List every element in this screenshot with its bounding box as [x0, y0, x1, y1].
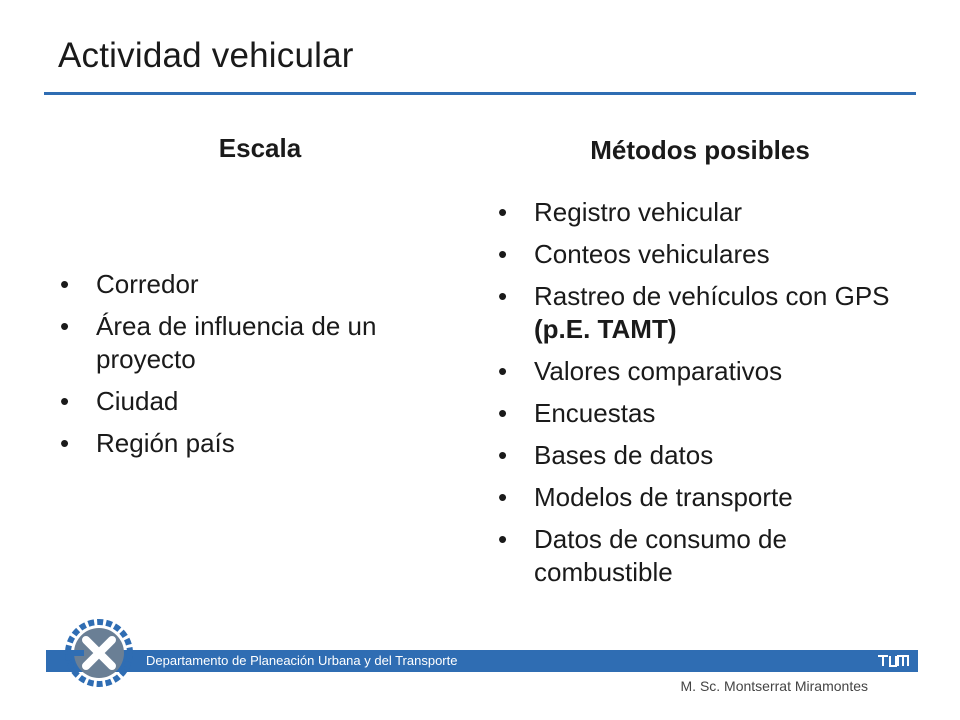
list-item-bold-text: (p.E. TAMT)	[534, 314, 677, 344]
list-item	[498, 196, 918, 229]
list-item-text: Bases de datos	[534, 440, 714, 470]
bullet-icon: •	[498, 440, 508, 470]
bullet-icon: •	[498, 197, 508, 227]
tum-logo-icon	[876, 654, 910, 668]
bullet-icon: •	[498, 398, 508, 428]
x-circle-logo-icon	[64, 618, 134, 688]
list-item	[498, 523, 918, 589]
list-item	[60, 385, 380, 418]
list-item	[498, 355, 918, 388]
list-item-text: Corredor	[96, 269, 199, 299]
list-item-text: Valores comparativos	[534, 356, 783, 386]
right-bullet-list	[498, 196, 918, 598]
bullet-icon: •	[60, 428, 70, 458]
slide-title: Actividad vehicular	[58, 36, 354, 75]
list-item	[498, 238, 918, 271]
list-item-text: Ciudad	[96, 386, 179, 416]
bullet-icon: •	[60, 311, 70, 341]
footer-author: M. Sc. Montserrat Miramontes	[680, 678, 868, 694]
list-item-text: Encuestas	[534, 398, 656, 428]
list-item	[498, 280, 918, 346]
bullet-icon: •	[498, 239, 508, 269]
bullet-icon: •	[60, 269, 70, 299]
list-item-text: Área de influencia de un proyecto	[96, 311, 377, 374]
list-item-text: Rastreo de vehículos con GPS	[534, 281, 890, 311]
list-item-text: Modelos de transporte	[534, 482, 793, 512]
list-item	[498, 481, 918, 514]
footer-department: Departamento de Planeación Urbana y del Transporte	[146, 653, 458, 668]
bullet-icon: •	[498, 356, 508, 386]
list-item-text: Datos de consumo de combustible	[534, 524, 787, 587]
left-bullet-list	[60, 268, 380, 469]
bullet-icon: •	[498, 482, 508, 512]
list-item-text: Conteos vehiculares	[534, 239, 770, 269]
list-item	[60, 427, 380, 460]
list-item	[498, 439, 918, 472]
bullet-icon: •	[60, 386, 70, 416]
left-column-heading: Escala	[218, 133, 302, 163]
right-column-heading: Métodos posibles	[590, 135, 810, 165]
list-item-text: Región país	[96, 428, 235, 458]
list-item	[60, 310, 380, 376]
bullet-icon: •	[498, 524, 508, 554]
list-item-text: Registro vehicular	[534, 197, 743, 227]
list-item	[498, 397, 918, 430]
list-item	[60, 268, 380, 301]
title-divider	[44, 92, 916, 95]
bullet-icon: •	[498, 281, 508, 311]
